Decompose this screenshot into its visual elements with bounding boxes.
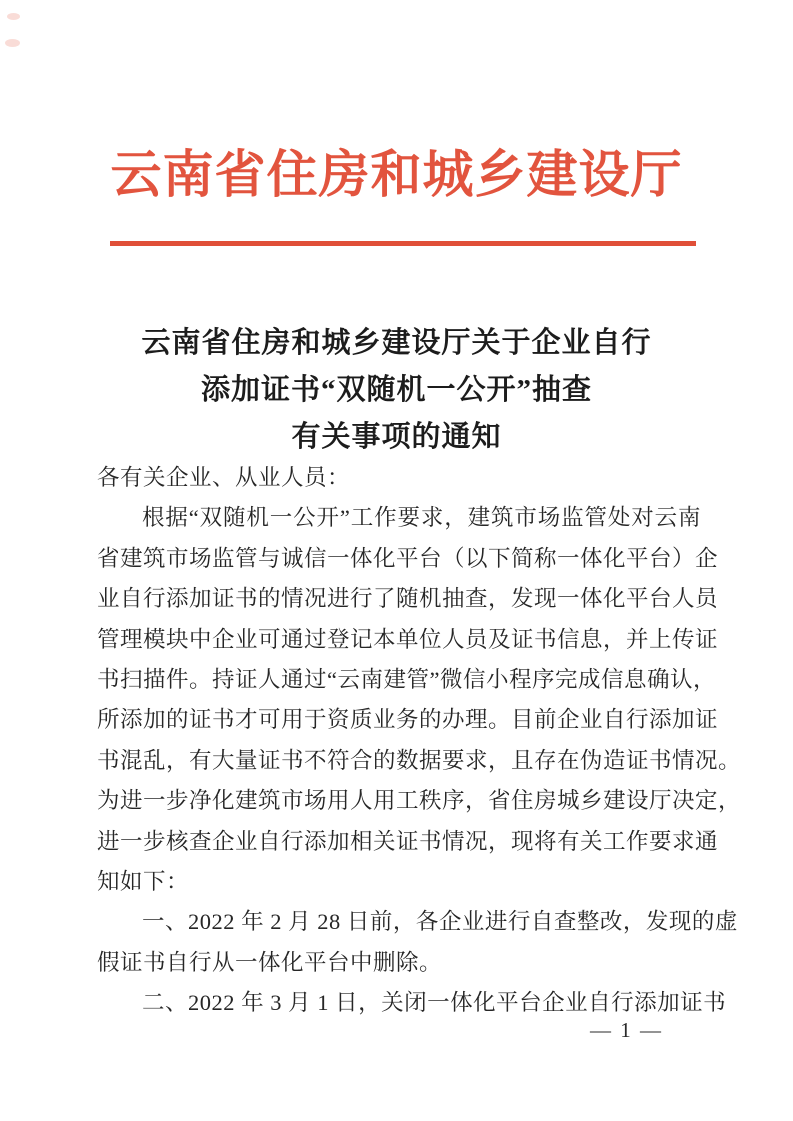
- notice-title: [0, 320, 793, 461]
- body-line: 书混乱，有大量证书不符合的数据要求，且存在伪造证书情况。: [97, 747, 742, 773]
- letterhead-org-name: 云南省住房和城乡建设厅: [110, 148, 683, 204]
- notice-title-line-3: 有关事项的通知: [291, 421, 502, 453]
- page-number: — 1 —: [590, 1018, 663, 1042]
- document-body: [97, 458, 742, 1024]
- body-line: 为进一步净化建筑市场用人用工秩序，省住房城乡建设厅决定，: [97, 788, 742, 814]
- body-line-item-2: 二、2022 年 3 月 1 日，关闭一体化平台企业自行添加证书: [142, 990, 727, 1016]
- notice-title-line-1: 云南省住房和城乡建设厅关于企业自行: [141, 327, 652, 359]
- body-line: 根据“双随机一公开”工作要求，建筑市场监管处对云南: [142, 505, 701, 531]
- body-line: 省建筑市场监管与诚信一体化平台（以下简称一体化平台）企: [97, 545, 719, 571]
- body-line: 进一步核查企业自行添加相关证书情况，现将有关工作要求通: [97, 828, 719, 854]
- letterhead-rule: [110, 241, 696, 246]
- body-line: 所添加的证书才可用于资质业务的办理。目前企业自行添加证: [97, 707, 719, 733]
- scan-artifact: [5, 39, 20, 47]
- body-line: 书扫描件。持证人通过“云南建管”微信小程序完成信息确认，: [97, 667, 716, 693]
- body-line: 业自行添加证书的情况进行了随机抽查，发现一体化平台人员: [97, 586, 719, 612]
- body-line: 假证书自行从一体化平台中删除。: [97, 949, 443, 975]
- body-line: 管理模块中企业可通过登记本单位人员及证书信息，并上传证: [97, 626, 719, 652]
- scan-artifact: [7, 13, 20, 20]
- body-line: 知如下：: [97, 869, 190, 895]
- body-line-salutation: 各有关企业、从业人员：: [97, 465, 351, 490]
- notice-title-line-2: 添加证书“双随机一公开”抽查: [200, 374, 592, 406]
- body-line-item-1: 一、2022 年 2 月 28 日前，各企业进行自查整改，发现的虚: [142, 909, 738, 935]
